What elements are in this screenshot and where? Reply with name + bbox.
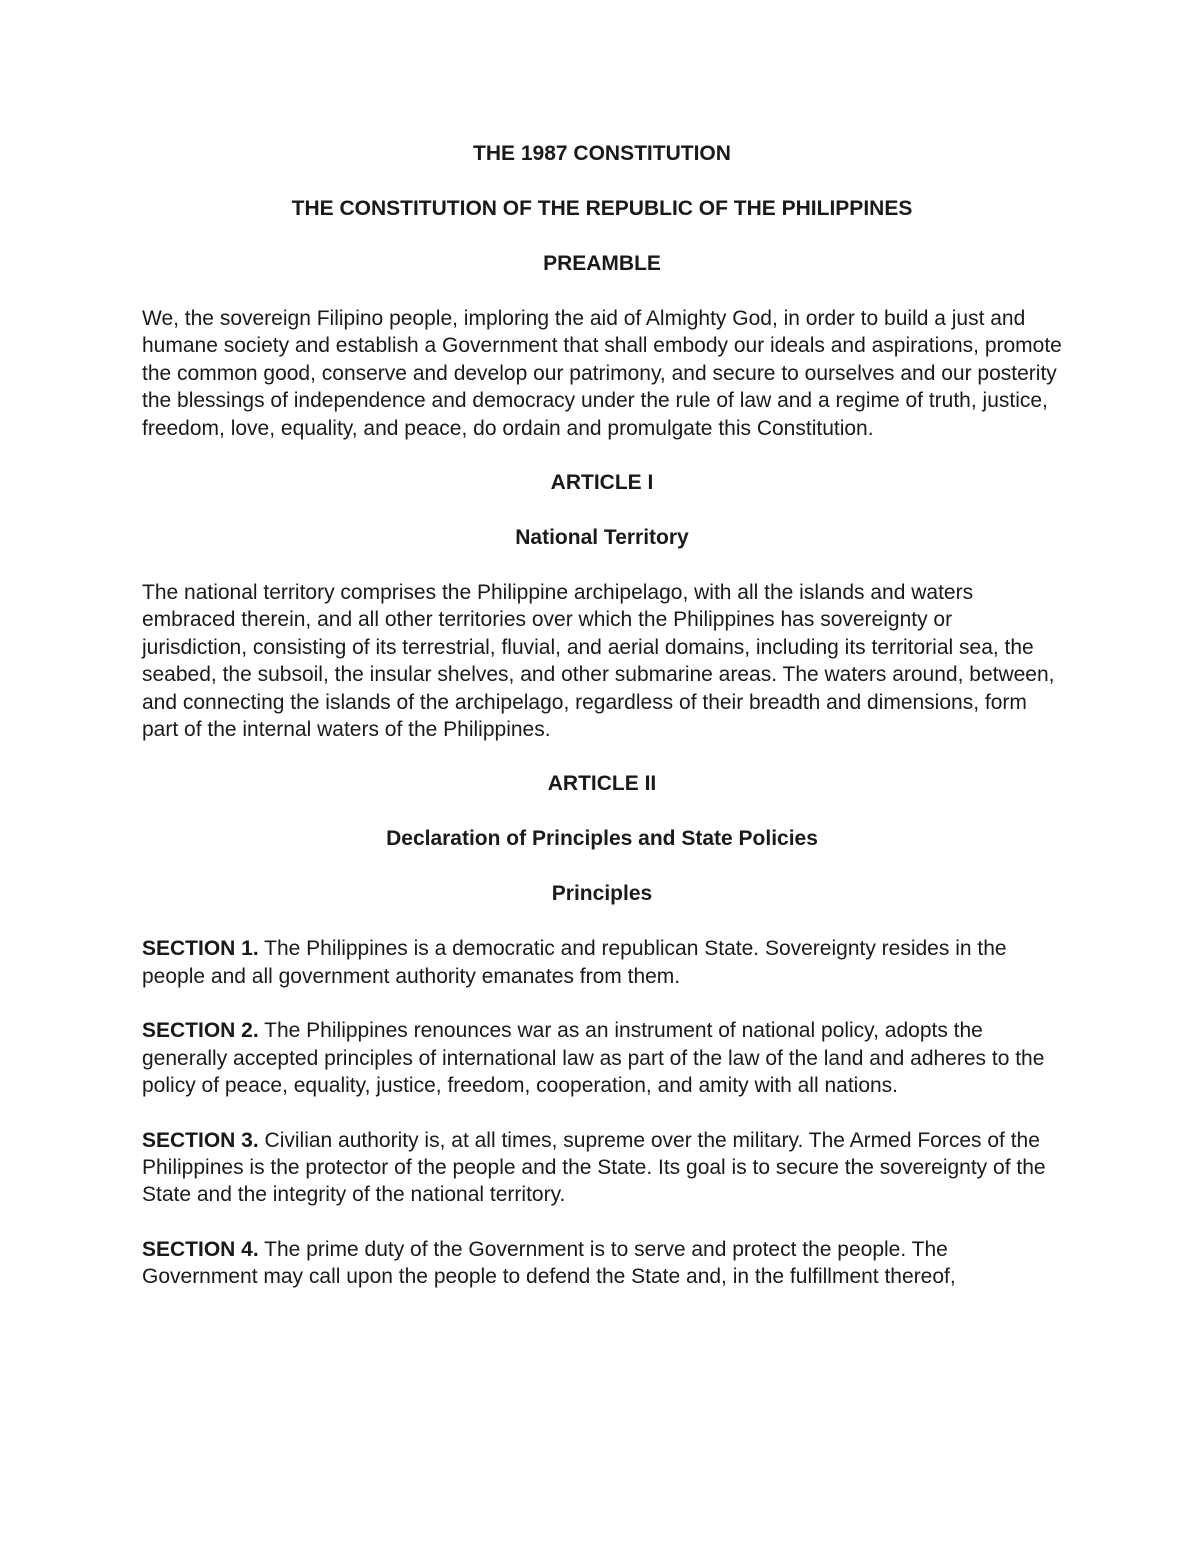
section-1-label: SECTION 1. [142,937,259,961]
principles-subheading: Principles [551,882,653,906]
preamble-text: We, the sovereign Filipino people, imploring the aid of Almighty God, in order to build a just and humane society and establish a Government that shall embody our ideals and aspirations, promote the common good, conserve and develop our patrimony, and secure to ourselves and our posterity the blessings of independence and democracy under the rule of law and a regime of truth, justice, freedom, love, equality, and peace, do ordain and promulgate this Constitution. [142,307,1062,440]
document-subtitle: THE CONSTITUTION OF THE REPUBLIC OF THE PHILIPPINES [291,197,913,220]
preamble-heading: PREAMBLE [543,252,661,275]
section-1-text: The Philippines is a democratic and republican State. Sovereignty resides in the people and all government authority emanates from them. [142,937,1007,988]
section-2-text: The Philippines renounces war as an instrument of national policy, adopts the generally accepted principles of international law as part of the law of the land and adheres to the policy of peace, equality, justice, freedom, cooperation, and amity with all nations. [142,1019,1045,1098]
article-1-heading: ARTICLE I [550,471,654,495]
section-3-label: SECTION 3. [142,1128,259,1152]
section-2 [142,1017,1062,1099]
section-4-text: The prime duty of the Government is to serve and protect the people. The Government may call upon the people to defend the State and, in the fulfillment thereof, [142,1237,956,1289]
article-2-heading: ARTICLE II [547,772,657,796]
section-4-label: SECTION 4. [142,1237,259,1261]
article-1-title: National Territory [515,526,689,550]
section-3-text: Civilian authority is, at all times, supreme over the military. The Armed Forces of the Philippines is the protector of the people and the State. Its goal is to secure the sovereignty of the State and the integrity of the national territory. [142,1128,1046,1207]
section-1 [142,935,1062,990]
document-body [142,140,1062,1318]
article-1-text: The national territory comprises the Philippine archipelago, with all the islands and waters embraced therein, and all other territories over which the Philippines has sovereignty or jurisdiction, consisting of its terrestrial, fluvial, and aerial domains, including its territorial sea, the seabed, the subsoil, the insular shelves, and other submarine areas. The waters around, between, and connecting the islands of the archipelago, regardless of their breadth and dimensions, form part of the internal waters of the Philippines. [142,581,1055,742]
section-4 [142,1236,1062,1291]
article-2-title: Declaration of Principles and State Policies [386,827,818,851]
section-2-label: SECTION 2. [142,1019,259,1043]
section-3 [142,1127,1062,1209]
document-title: THE 1987 CONSTITUTION [473,142,731,165]
